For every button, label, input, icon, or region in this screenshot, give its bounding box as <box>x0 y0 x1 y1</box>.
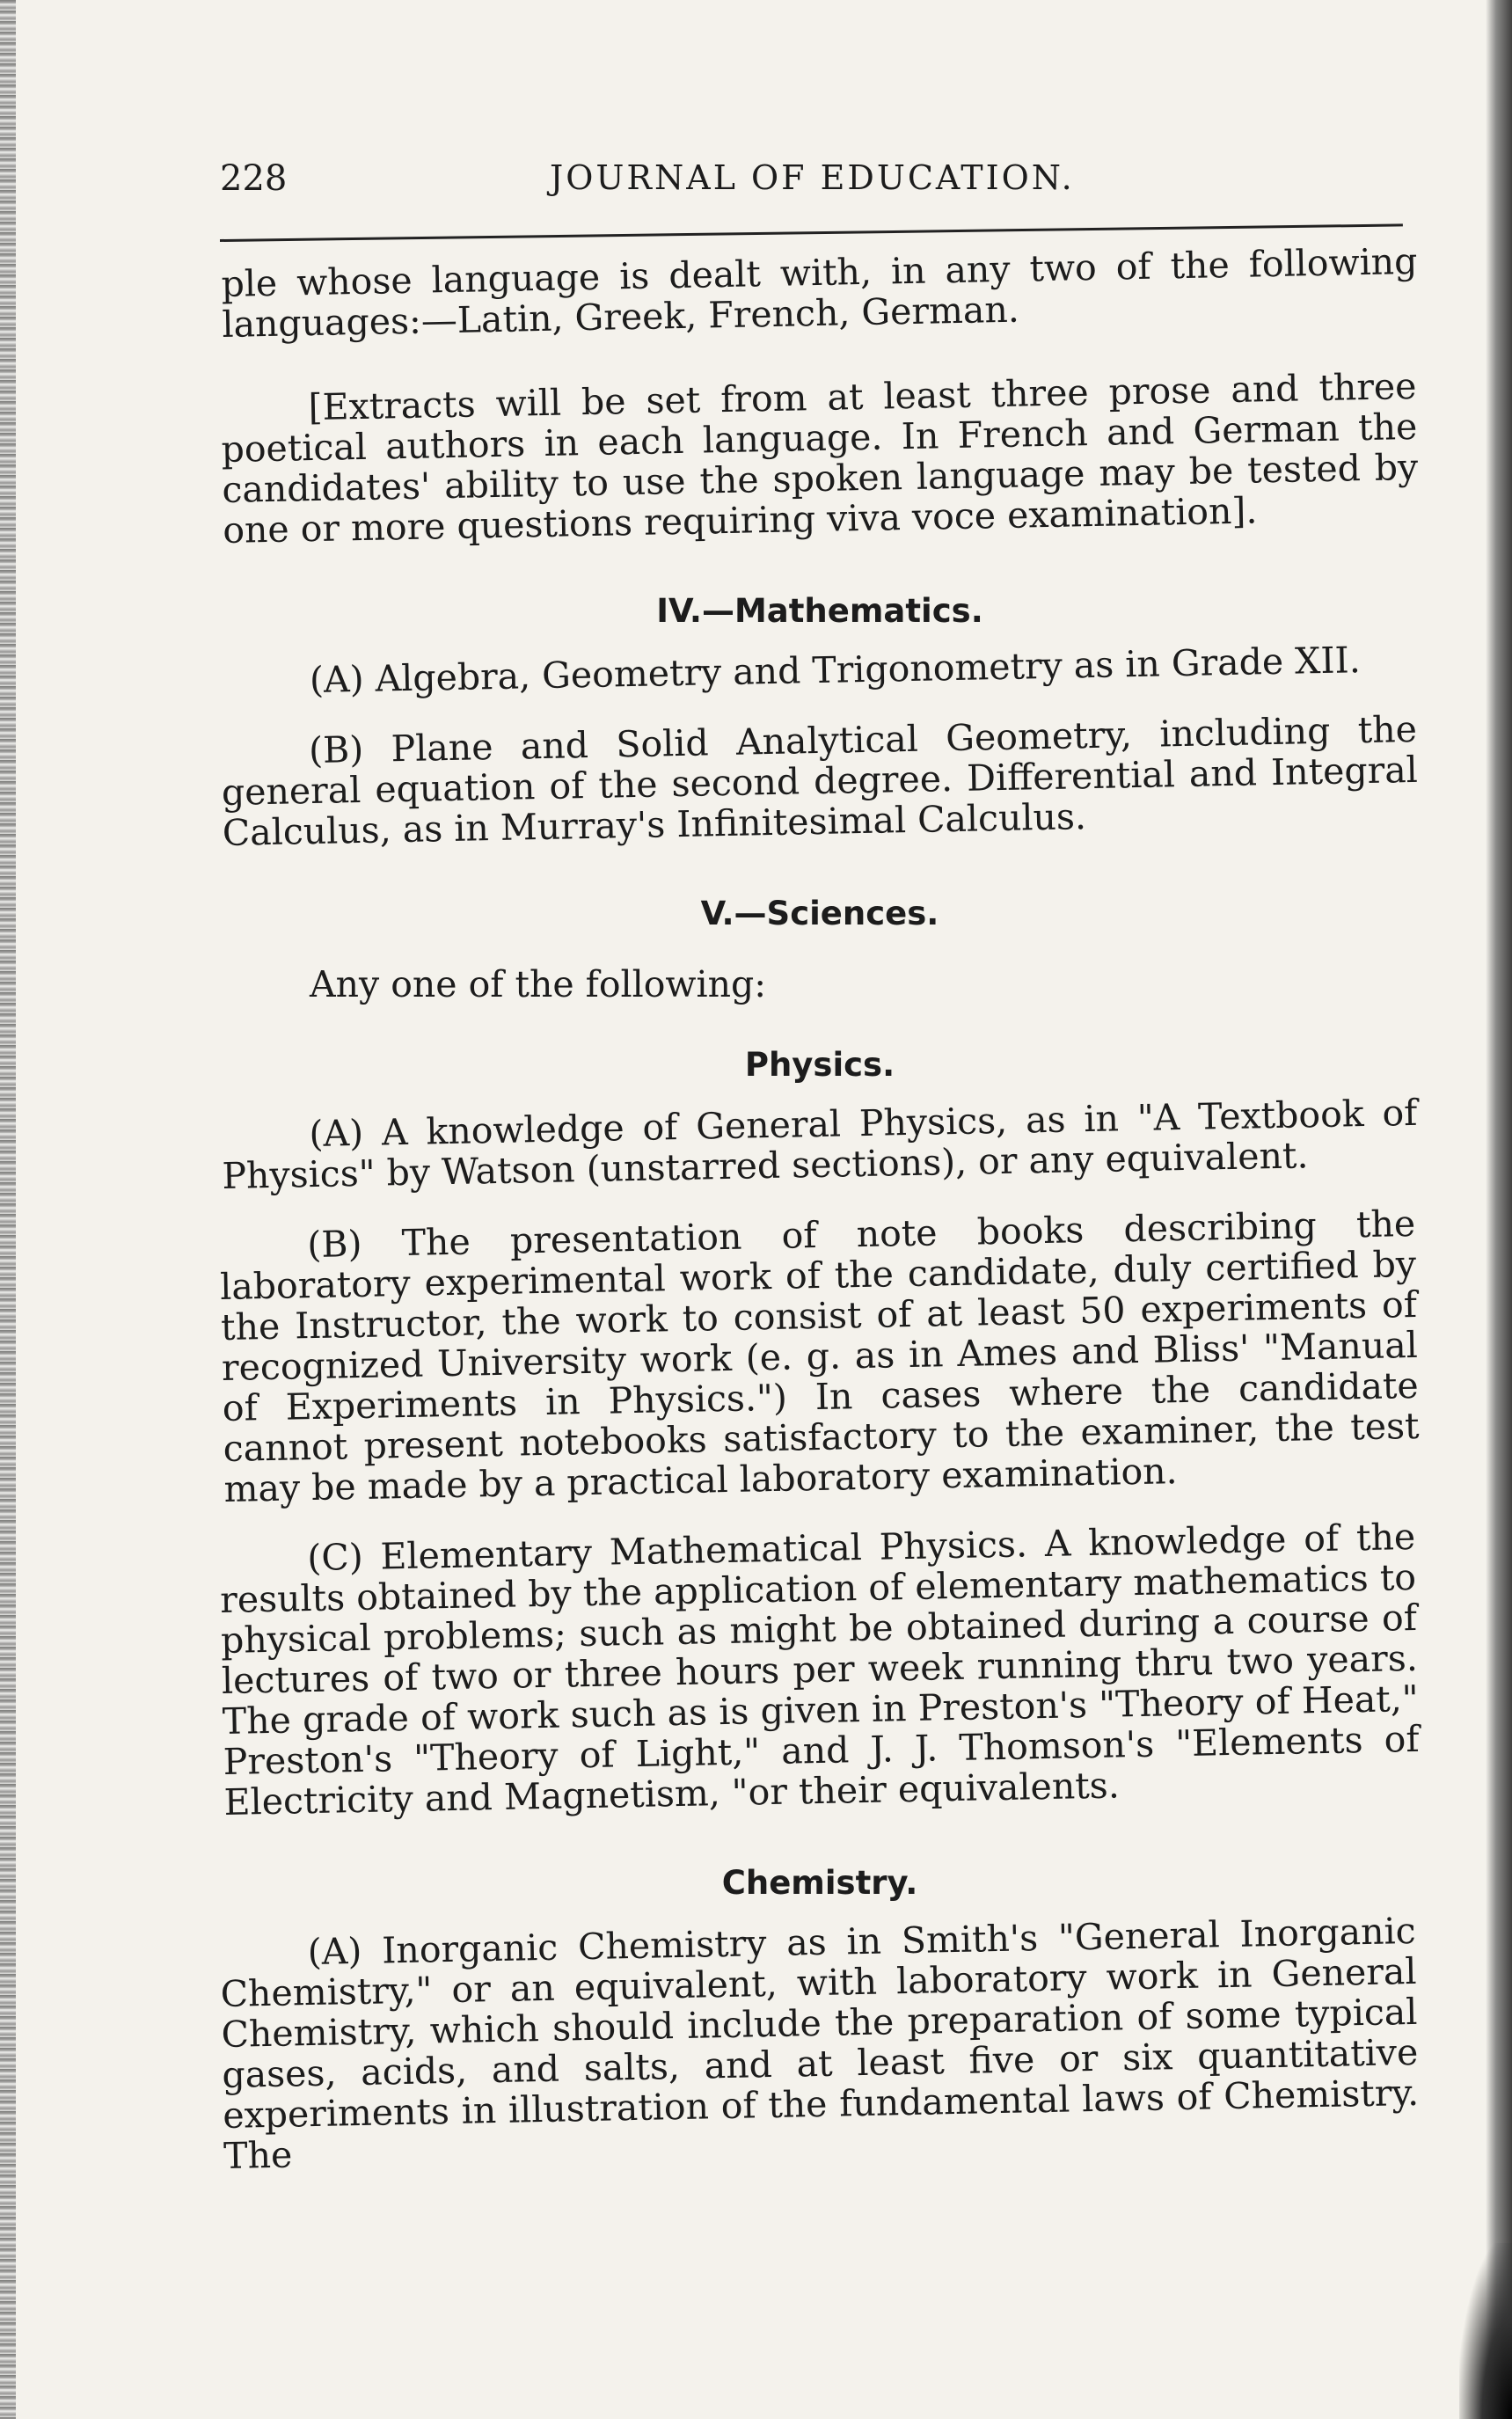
paragraph-physics-a: (A) A knowledge of General Physics, as in "A Textbook of Physics" by Watson (unstarred sections), or any equivalent. <box>221 1091 1418 1197</box>
page-corner-shadow <box>1459 2243 1512 2419</box>
heading-mathematics: IV.—Mathematics. <box>656 592 983 630</box>
paragraph-physics-c: (C) Elementary Mathematical Physics. A knowledge of the results obtained by the application of elementary mathematics to physical problems; such as might be obtained during a course of lectures of two or three hours per week running thru two years. The grade of work such as is given in Preston's "Theory of Heat," Preston's "Theory of Light," and J. J. Thomson's "Elements of Electricity and Magnetism, "or their equivalents. <box>219 1515 1420 1823</box>
page-header <box>220 158 1390 211</box>
paragraph-physics-b: (B) The presentation of note books describing the laboratory experimental work of the candidate, duly certified by the Instructor, the work to consist of at least 50 experiments of recognized University work (e. g. as in Ames and Bliss' "Manual of Experiments in Physics.") In cases where the candidate cannot present notebooks satisfactory to the examiner, the test may be made by a practical laboratory examination. <box>219 1202 1420 1510</box>
heading-physics: Physics. <box>744 1046 895 1084</box>
page-left-edge <box>0 0 16 2419</box>
paragraph-math-b: (B) Plane and Solid Analytical Geometry, including the general equation of the second degree. Differential and Integral Calculus, as in Murray's Infinitesimal Calculus. <box>221 707 1419 854</box>
paragraph-chemistry-a: (A) Inorganic Chemistry as in Smith's "General Inorganic Chemistry," or an equivalent, with laboratory work in General Chemistry, which should include the preparation of some typical gases, acids, and salts, and at least five or six quantitative experiments in illustration of the fundamental laws of Chemistry. The <box>220 1909 1420 2177</box>
paragraph-languages: ple whose language is dealt with, in any two of the following languages:—Latin, Greek, French, German. <box>221 239 1418 346</box>
page-binding-shadow <box>1486 0 1512 2419</box>
running-title: JOURNAL OF EDUCATION. <box>550 158 1075 197</box>
page-content <box>219 239 1420 2177</box>
heading-chemistry: Chemistry. <box>721 1864 918 1902</box>
paragraph-extracts: [Extracts will be set from at least three prose and three poetical authors in each language. In French and German the candidates' ability to use the spoken language may be tested by one or more questions requiring viva voce examination]. <box>221 364 1419 552</box>
page-number: 228 <box>220 158 288 199</box>
header-rule <box>220 223 1403 242</box>
heading-sciences: V.—Sciences. <box>700 895 939 932</box>
paragraph-any-one: Any one of the following: <box>310 963 767 1005</box>
paragraph-math-a: (A) Algebra, Geometry and Trigonometry as in Grade XII. <box>309 639 1362 702</box>
